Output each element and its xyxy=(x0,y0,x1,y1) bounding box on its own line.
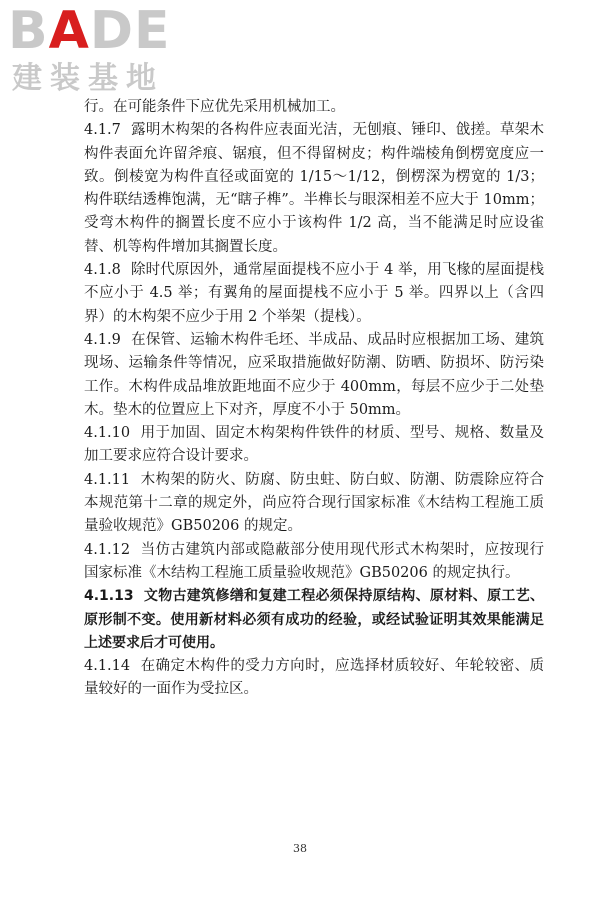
clause-number: 4.1.11 xyxy=(84,471,131,488)
clause-text: 行。在可能条件下应优先采用机械加工。 xyxy=(84,99,345,115)
document-body xyxy=(84,96,544,702)
brand-logo xyxy=(8,1,183,100)
clause-text: 木构架的防火、防腐、防虫蛀、防白蚁、防潮、防震除应符合本规范第十二章的规定外，尚应符合现行国家标准《木结构工程施工质量验收规范》GB50206 的规定。 xyxy=(84,471,544,535)
logo-letter-a: A xyxy=(48,1,90,61)
clause-paragraph xyxy=(84,119,544,259)
logo-wordmark xyxy=(8,1,171,61)
page-number: 38 xyxy=(293,842,307,855)
clause-text: 用于加固、固定木构架构件铁件的材质、型号、规格、数量及加工要求应符合设计要求。 xyxy=(84,425,544,465)
clause-paragraph xyxy=(84,96,544,119)
clause-paragraph xyxy=(84,422,544,469)
clause-number: 4.1.10 xyxy=(84,425,131,442)
clause-number: 4.1.12 xyxy=(84,541,131,558)
clause-text: 除时代原因外，通常屋面提栈不应小于 4 举，用飞椽的屋面提栈不应小于 4.5 举；有翼角的屋面提栈不应小于 5 举。四界以上（含四界）的木构架不应少于用 2 个举架（提栈）。 xyxy=(84,262,544,325)
clause-text: 露明木构架的各构件应表面光洁，无刨痕、锤印、戗搓。草架木构件表面允许留斧痕、锯痕，但不得留树皮；构件端棱角倒楞宽度应一致。倒棱宽为构件直径或面宽的 1/15～1/12，倒楞深为楞宽的 1/3；构件联结透榫饱满，无“瞎子榫”。半榫长与眼深相差不应大于 10mm；受弯木构件的搁置长度不应小于该构件 1/2 高，当不能满足时应设雀替、机等构件增加其搁置长度。 xyxy=(84,122,544,255)
clause-number: 4.1.8 xyxy=(84,262,121,279)
clause-text: 在确定木构件的受力方向时，应选择材质较好、年轮较密、质量较好的一面作为受拉区。 xyxy=(84,658,544,698)
clause-paragraph xyxy=(84,539,544,586)
clause-number: 4.1.13 xyxy=(84,588,134,605)
clause-text: 当仿古建筑内部或隐蔽部分使用现代形式木构架时，应按现行国家标准《木结构工程施工质量验收规范》GB50206 的规定执行。 xyxy=(84,541,544,581)
logo-subtitle: 建装基地 xyxy=(12,61,164,96)
clause-paragraph xyxy=(84,585,544,655)
clause-paragraph xyxy=(84,259,544,329)
clause-text: 文物古建筑修缮和复建工程必须保持原结构、原材料、原工艺、原形制不变。使用新材料必须有成功的经验，或经试验证明其效果能满足上述要求后才可使用。 xyxy=(84,588,544,651)
clause-number: 4.1.14 xyxy=(84,658,131,675)
clause-number: 4.1.7 xyxy=(84,122,121,139)
clause-number: 4.1.9 xyxy=(84,331,121,348)
clause-paragraph xyxy=(84,329,544,422)
clause-text: 在保管、运输木构件毛坯、半成品、成品时应根据加工场、建筑现场、运输条件等情况，应采取措施做好防潮、防晒、防损坏、防污染工作。木构件成品堆放距地面不应少于 400mm，每层不应少于二处垫木。垫木的位置应上下对齐，厚度不小于 50mm。 xyxy=(84,331,544,418)
logo-letter-b: B xyxy=(8,1,49,61)
clause-paragraph xyxy=(84,655,544,702)
logo-letters-de: DE xyxy=(89,1,171,61)
clause-paragraph xyxy=(84,469,544,539)
